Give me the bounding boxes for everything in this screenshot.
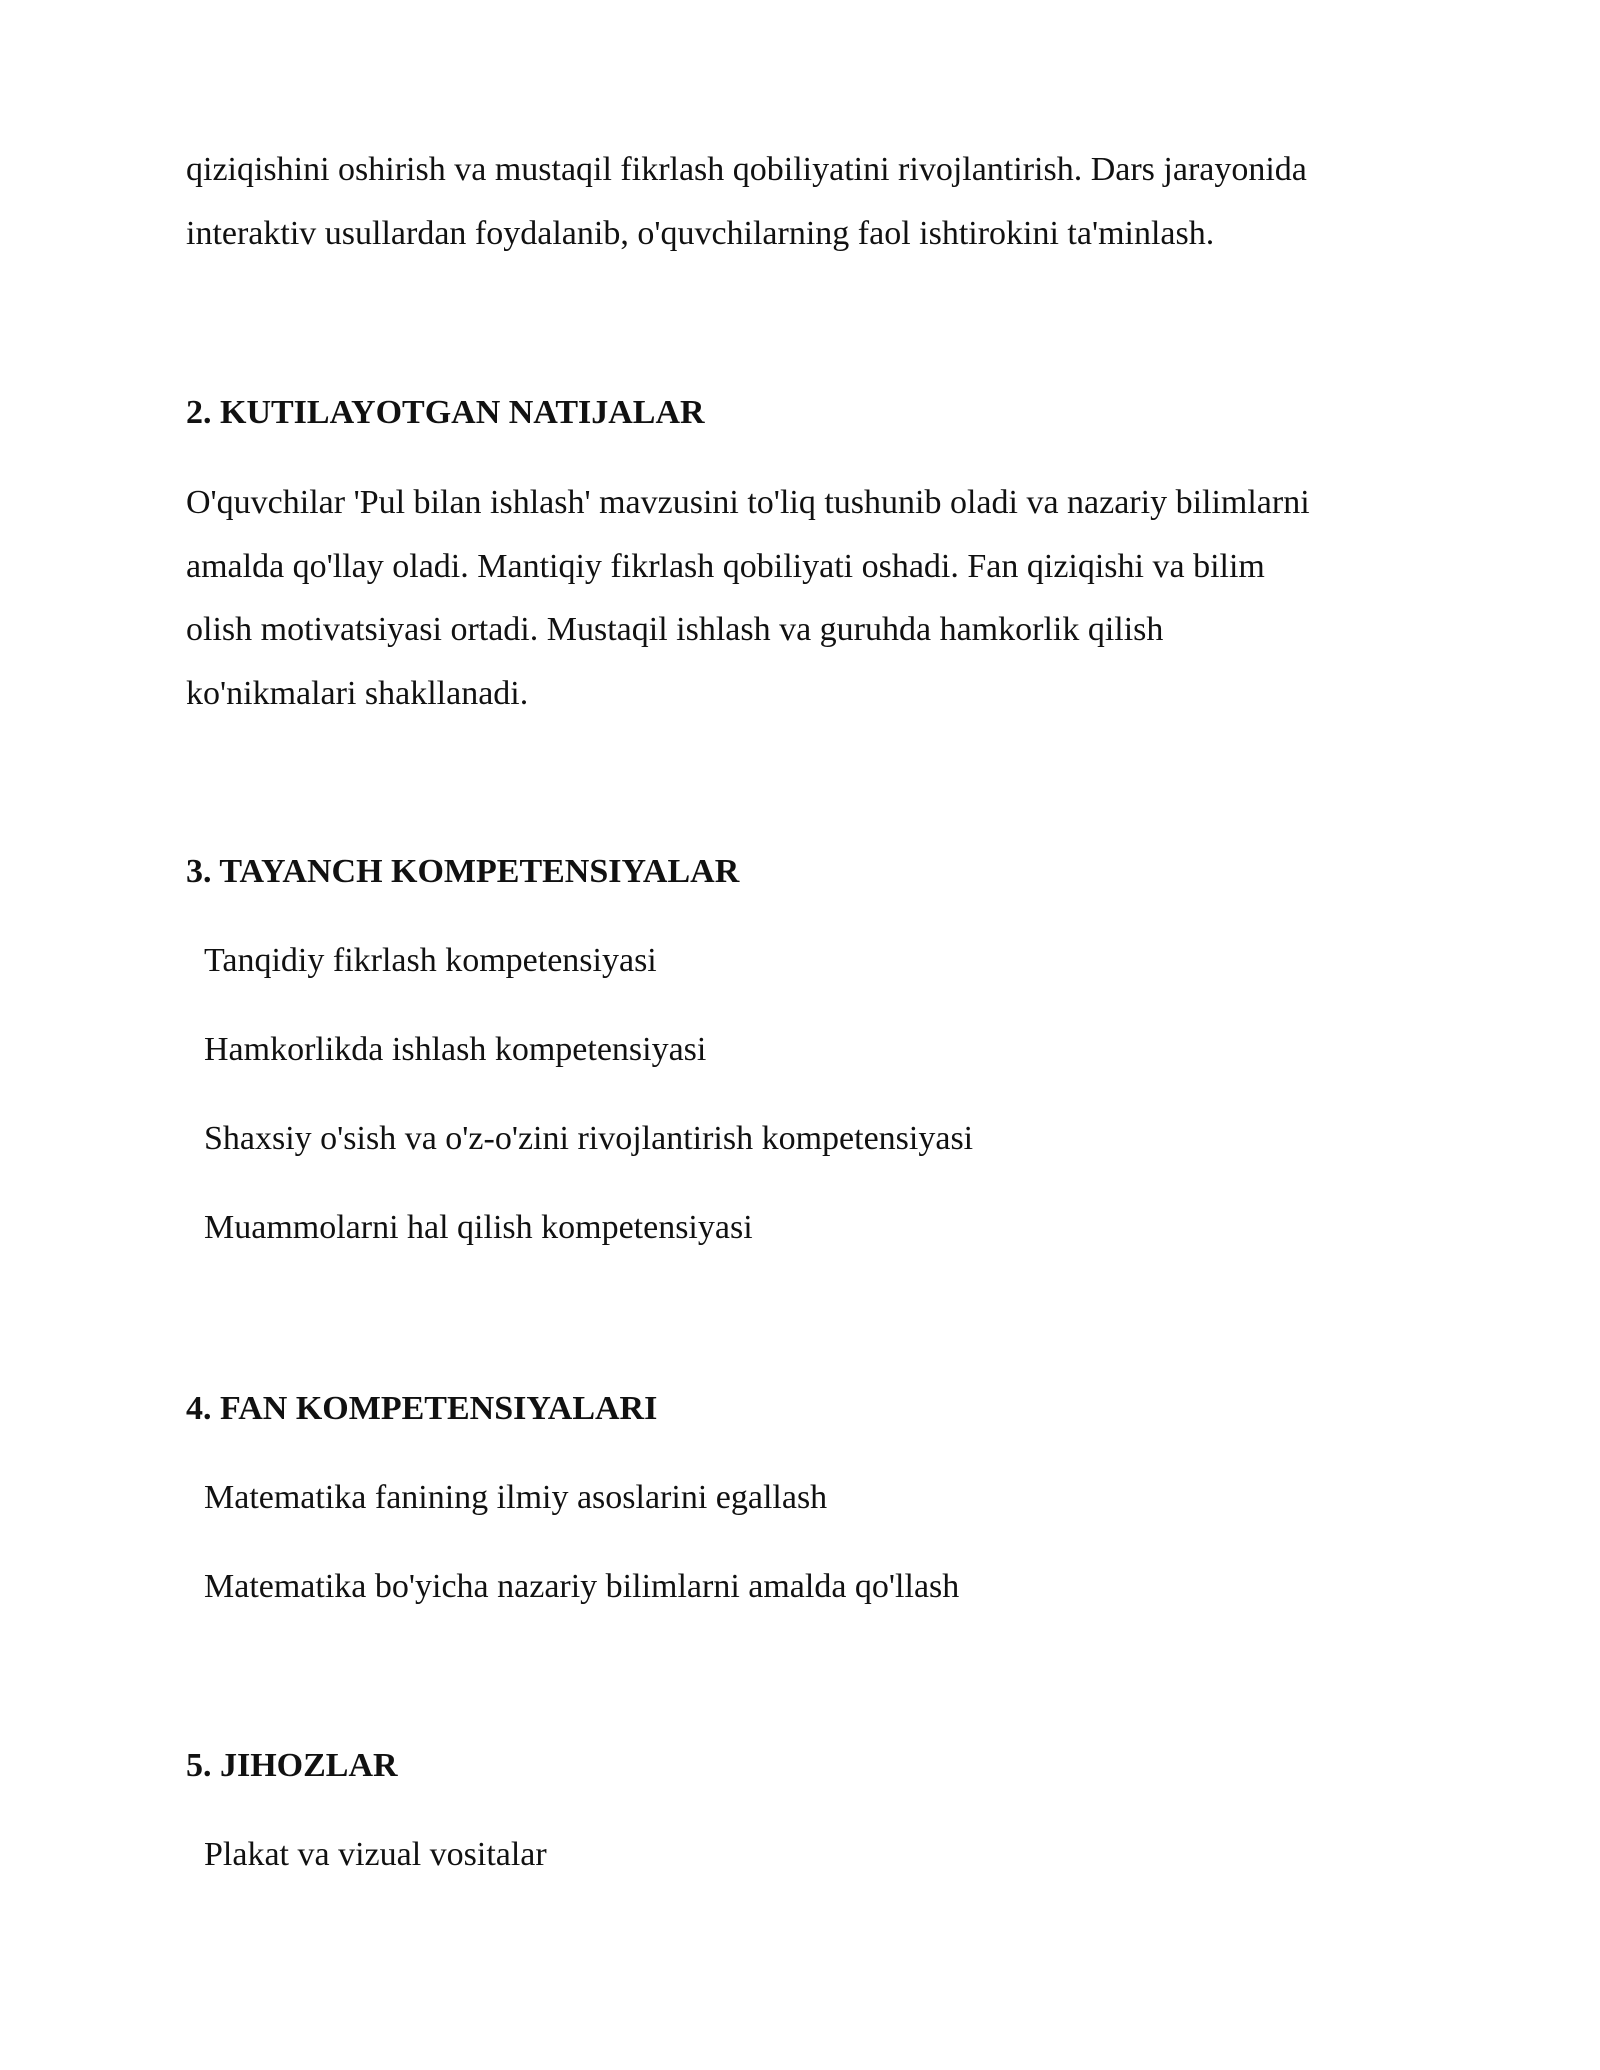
intro-line: interaktiv usullardan foydalanib, o'quvchilarning faol ishtirokini ta'minlash. bbox=[186, 214, 1215, 252]
section2-line: olish motivatsiyasi ortadi. Mustaqil ishlash va guruhda hamkorlik qilish bbox=[186, 611, 1164, 648]
list-item: Matematika fanining ilmiy asoslarini egallash bbox=[204, 1479, 828, 1516]
section-heading-fan-kompetensiyalari: 4. FAN KOMPETENSIYALARI bbox=[186, 1390, 658, 1427]
section2-line: amalda qo'llay oladi. Mantiqiy fikrlash qobiliyati oshadi. Fan qiziqishi va bilim bbox=[186, 547, 1265, 585]
intro-line: qiziqishini oshirish va mustaqil fikrlash qobiliyatini rivojlantirish. Dars jarayonida bbox=[186, 151, 1307, 188]
section2-paragraph bbox=[186, 471, 1426, 725]
section2-line: O'quvchilar 'Pul bilan ishlash' mavzusini to'liq tushunib oladi va nazariy bilimlarni bbox=[186, 484, 1310, 521]
list-item: Muammolarni hal qilish kompetensiyasi bbox=[204, 1209, 753, 1246]
section2-line: ko'nikmalari shakllanadi. bbox=[186, 674, 529, 712]
list-item: Shaxsiy o'sish va o'z-o'zini rivojlantirish kompetensiyasi bbox=[204, 1120, 974, 1157]
list-item: Plakat va vizual vositalar bbox=[204, 1836, 547, 1873]
list-item: Tanqidiy fikrlash kompetensiyasi bbox=[204, 942, 657, 979]
section-heading-tayanch-kompetensiyalar: 3. TAYANCH KOMPETENSIYALAR bbox=[186, 853, 740, 890]
section-heading-kutilayotgan-natijalar: 2. KUTILAYOTGAN NATIJALAR bbox=[186, 394, 705, 431]
list-item: Hamkorlikda ishlash kompetensiyasi bbox=[204, 1031, 707, 1068]
list-item: Matematika bo'yicha nazariy bilimlarni amalda qo'llash bbox=[204, 1568, 960, 1605]
section-heading-jihozlar: 5. JIHOZLAR bbox=[186, 1747, 398, 1784]
intro-paragraph bbox=[186, 138, 1426, 265]
